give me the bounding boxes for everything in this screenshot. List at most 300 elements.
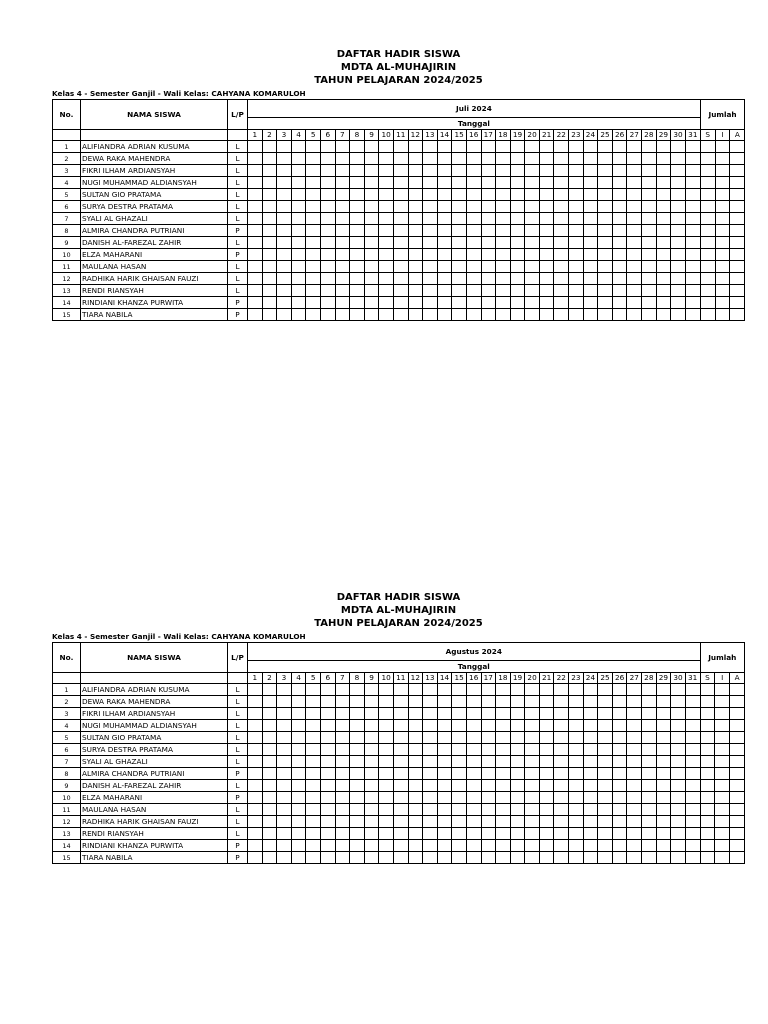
attendance-cell[interactable] — [437, 273, 452, 285]
attendance-cell[interactable] — [262, 309, 277, 321]
attendance-cell[interactable] — [437, 225, 452, 237]
attendance-cell[interactable] — [423, 297, 438, 309]
attendance-cell[interactable] — [466, 249, 481, 261]
attendance-cell[interactable] — [291, 732, 306, 744]
attendance-cell[interactable] — [656, 273, 671, 285]
attendance-cell[interactable] — [452, 768, 467, 780]
attendance-cell[interactable] — [320, 780, 335, 792]
attendance-cell[interactable] — [627, 804, 642, 816]
attendance-cell[interactable] — [379, 804, 394, 816]
attendance-cell[interactable] — [350, 732, 365, 744]
attendance-cell[interactable] — [642, 840, 657, 852]
attendance-cell[interactable] — [525, 297, 540, 309]
attendance-cell[interactable] — [627, 309, 642, 321]
attendance-cell[interactable] — [656, 237, 671, 249]
attendance-cell[interactable] — [598, 285, 613, 297]
attendance-cell[interactable] — [379, 720, 394, 732]
attendance-cell[interactable] — [277, 189, 292, 201]
attendance-cell[interactable] — [320, 804, 335, 816]
attendance-cell[interactable] — [350, 177, 365, 189]
attendance-cell[interactable] — [393, 852, 408, 864]
attendance-cell[interactable] — [262, 177, 277, 189]
attendance-cell[interactable] — [408, 744, 423, 756]
attendance-cell[interactable] — [277, 852, 292, 864]
attendance-cell[interactable] — [554, 273, 569, 285]
attendance-cell[interactable] — [379, 732, 394, 744]
attendance-cell[interactable] — [525, 684, 540, 696]
attendance-cell[interactable] — [685, 744, 700, 756]
attendance-cell[interactable] — [525, 273, 540, 285]
attendance-cell[interactable] — [656, 141, 671, 153]
attendance-cell[interactable] — [612, 273, 627, 285]
attendance-cell[interactable] — [437, 309, 452, 321]
attendance-cell[interactable] — [364, 744, 379, 756]
attendance-cell[interactable] — [291, 249, 306, 261]
attendance-cell[interactable] — [393, 177, 408, 189]
attendance-cell[interactable] — [525, 768, 540, 780]
attendance-cell[interactable] — [379, 189, 394, 201]
attendance-cell[interactable] — [335, 804, 350, 816]
attendance-cell[interactable] — [306, 828, 321, 840]
attendance-cell[interactable] — [612, 225, 627, 237]
attendance-cell[interactable] — [291, 756, 306, 768]
attendance-cell[interactable] — [437, 285, 452, 297]
attendance-cell[interactable] — [277, 756, 292, 768]
attendance-cell[interactable] — [248, 273, 263, 285]
attendance-cell[interactable] — [554, 804, 569, 816]
attendance-cell[interactable] — [379, 828, 394, 840]
attendance-cell[interactable] — [525, 792, 540, 804]
attendance-cell[interactable] — [408, 189, 423, 201]
attendance-cell[interactable] — [306, 237, 321, 249]
attendance-cell[interactable] — [671, 828, 686, 840]
attendance-cell[interactable] — [423, 213, 438, 225]
attendance-cell[interactable] — [393, 696, 408, 708]
attendance-cell[interactable] — [496, 261, 511, 273]
attendance-cell[interactable] — [291, 684, 306, 696]
attendance-cell[interactable] — [539, 213, 554, 225]
attendance-cell[interactable] — [612, 768, 627, 780]
attendance-cell[interactable] — [685, 273, 700, 285]
attendance-cell[interactable] — [642, 189, 657, 201]
attendance-cell[interactable] — [685, 828, 700, 840]
attendance-cell[interactable] — [481, 297, 496, 309]
attendance-cell[interactable] — [452, 297, 467, 309]
attendance-cell[interactable] — [656, 201, 671, 213]
attendance-cell[interactable] — [452, 792, 467, 804]
attendance-cell[interactable] — [642, 213, 657, 225]
attendance-cell[interactable] — [350, 165, 365, 177]
attendance-cell[interactable] — [248, 756, 263, 768]
attendance-cell[interactable] — [408, 225, 423, 237]
attendance-cell[interactable] — [350, 720, 365, 732]
attendance-cell[interactable] — [656, 261, 671, 273]
attendance-cell[interactable] — [364, 684, 379, 696]
attendance-cell[interactable] — [612, 828, 627, 840]
attendance-cell[interactable] — [379, 708, 394, 720]
attendance-cell[interactable] — [408, 249, 423, 261]
attendance-cell[interactable] — [320, 297, 335, 309]
attendance-cell[interactable] — [262, 213, 277, 225]
attendance-cell[interactable] — [437, 249, 452, 261]
attendance-cell[interactable] — [277, 177, 292, 189]
attendance-cell[interactable] — [320, 153, 335, 165]
attendance-cell[interactable] — [583, 165, 598, 177]
attendance-cell[interactable] — [539, 273, 554, 285]
attendance-cell[interactable] — [248, 309, 263, 321]
attendance-cell[interactable] — [671, 177, 686, 189]
attendance-cell[interactable] — [539, 720, 554, 732]
attendance-cell[interactable] — [583, 261, 598, 273]
attendance-cell[interactable] — [569, 309, 584, 321]
attendance-cell[interactable] — [306, 309, 321, 321]
attendance-cell[interactable] — [554, 261, 569, 273]
attendance-cell[interactable] — [510, 177, 525, 189]
attendance-cell[interactable] — [335, 273, 350, 285]
attendance-cell[interactable] — [510, 153, 525, 165]
attendance-cell[interactable] — [481, 744, 496, 756]
attendance-cell[interactable] — [277, 684, 292, 696]
attendance-cell[interactable] — [437, 792, 452, 804]
attendance-cell[interactable] — [583, 177, 598, 189]
attendance-cell[interactable] — [350, 273, 365, 285]
attendance-cell[interactable] — [437, 261, 452, 273]
attendance-cell[interactable] — [291, 780, 306, 792]
attendance-cell[interactable] — [583, 237, 598, 249]
attendance-cell[interactable] — [496, 780, 511, 792]
attendance-cell[interactable] — [583, 804, 598, 816]
attendance-cell[interactable] — [291, 792, 306, 804]
attendance-cell[interactable] — [583, 273, 598, 285]
attendance-cell[interactable] — [642, 201, 657, 213]
attendance-cell[interactable] — [685, 285, 700, 297]
attendance-cell[interactable] — [554, 684, 569, 696]
attendance-cell[interactable] — [598, 816, 613, 828]
attendance-cell[interactable] — [291, 804, 306, 816]
attendance-cell[interactable] — [496, 684, 511, 696]
attendance-cell[interactable] — [262, 201, 277, 213]
attendance-cell[interactable] — [496, 840, 511, 852]
attendance-cell[interactable] — [335, 177, 350, 189]
attendance-cell[interactable] — [291, 708, 306, 720]
attendance-cell[interactable] — [335, 684, 350, 696]
attendance-cell[interactable] — [481, 732, 496, 744]
attendance-cell[interactable] — [291, 720, 306, 732]
attendance-cell[interactable] — [350, 249, 365, 261]
attendance-cell[interactable] — [685, 768, 700, 780]
attendance-cell[interactable] — [306, 756, 321, 768]
attendance-cell[interactable] — [437, 213, 452, 225]
attendance-cell[interactable] — [306, 768, 321, 780]
attendance-cell[interactable] — [466, 189, 481, 201]
attendance-cell[interactable] — [291, 840, 306, 852]
attendance-cell[interactable] — [248, 768, 263, 780]
attendance-cell[interactable] — [525, 285, 540, 297]
attendance-cell[interactable] — [379, 309, 394, 321]
attendance-cell[interactable] — [437, 177, 452, 189]
attendance-cell[interactable] — [656, 684, 671, 696]
attendance-cell[interactable] — [510, 141, 525, 153]
attendance-cell[interactable] — [452, 720, 467, 732]
attendance-cell[interactable] — [277, 273, 292, 285]
attendance-cell[interactable] — [612, 756, 627, 768]
attendance-cell[interactable] — [539, 225, 554, 237]
attendance-cell[interactable] — [262, 780, 277, 792]
attendance-cell[interactable] — [525, 744, 540, 756]
attendance-cell[interactable] — [598, 804, 613, 816]
attendance-cell[interactable] — [452, 177, 467, 189]
attendance-cell[interactable] — [656, 249, 671, 261]
attendance-cell[interactable] — [569, 225, 584, 237]
attendance-cell[interactable] — [320, 165, 335, 177]
attendance-cell[interactable] — [466, 201, 481, 213]
attendance-cell[interactable] — [466, 732, 481, 744]
attendance-cell[interactable] — [408, 141, 423, 153]
attendance-cell[interactable] — [496, 153, 511, 165]
attendance-cell[interactable] — [262, 792, 277, 804]
attendance-cell[interactable] — [481, 840, 496, 852]
attendance-cell[interactable] — [379, 684, 394, 696]
attendance-cell[interactable] — [423, 732, 438, 744]
attendance-cell[interactable] — [481, 189, 496, 201]
attendance-cell[interactable] — [598, 828, 613, 840]
attendance-cell[interactable] — [393, 684, 408, 696]
attendance-cell[interactable] — [437, 840, 452, 852]
attendance-cell[interactable] — [291, 261, 306, 273]
attendance-cell[interactable] — [408, 768, 423, 780]
attendance-cell[interactable] — [496, 309, 511, 321]
attendance-cell[interactable] — [642, 720, 657, 732]
attendance-cell[interactable] — [627, 696, 642, 708]
attendance-cell[interactable] — [248, 792, 263, 804]
attendance-cell[interactable] — [364, 732, 379, 744]
attendance-cell[interactable] — [423, 684, 438, 696]
attendance-cell[interactable] — [408, 201, 423, 213]
attendance-cell[interactable] — [612, 309, 627, 321]
attendance-cell[interactable] — [598, 213, 613, 225]
attendance-cell[interactable] — [554, 201, 569, 213]
attendance-cell[interactable] — [277, 780, 292, 792]
attendance-cell[interactable] — [379, 792, 394, 804]
attendance-cell[interactable] — [525, 201, 540, 213]
attendance-cell[interactable] — [350, 768, 365, 780]
attendance-cell[interactable] — [379, 696, 394, 708]
attendance-cell[interactable] — [569, 816, 584, 828]
attendance-cell[interactable] — [481, 696, 496, 708]
attendance-cell[interactable] — [685, 153, 700, 165]
attendance-cell[interactable] — [262, 744, 277, 756]
attendance-cell[interactable] — [364, 153, 379, 165]
attendance-cell[interactable] — [510, 756, 525, 768]
attendance-cell[interactable] — [598, 249, 613, 261]
attendance-cell[interactable] — [393, 792, 408, 804]
attendance-cell[interactable] — [291, 285, 306, 297]
attendance-cell[interactable] — [364, 189, 379, 201]
attendance-cell[interactable] — [656, 213, 671, 225]
attendance-cell[interactable] — [364, 852, 379, 864]
attendance-cell[interactable] — [539, 684, 554, 696]
attendance-cell[interactable] — [320, 732, 335, 744]
attendance-cell[interactable] — [364, 780, 379, 792]
attendance-cell[interactable] — [539, 828, 554, 840]
attendance-cell[interactable] — [335, 189, 350, 201]
attendance-cell[interactable] — [306, 720, 321, 732]
attendance-cell[interactable] — [656, 756, 671, 768]
attendance-cell[interactable] — [525, 309, 540, 321]
attendance-cell[interactable] — [423, 237, 438, 249]
attendance-cell[interactable] — [598, 780, 613, 792]
attendance-cell[interactable] — [569, 249, 584, 261]
attendance-cell[interactable] — [598, 840, 613, 852]
attendance-cell[interactable] — [583, 189, 598, 201]
attendance-cell[interactable] — [685, 177, 700, 189]
attendance-cell[interactable] — [248, 225, 263, 237]
attendance-cell[interactable] — [554, 153, 569, 165]
attendance-cell[interactable] — [583, 840, 598, 852]
attendance-cell[interactable] — [248, 261, 263, 273]
attendance-cell[interactable] — [569, 213, 584, 225]
attendance-cell[interactable] — [408, 804, 423, 816]
attendance-cell[interactable] — [496, 201, 511, 213]
attendance-cell[interactable] — [423, 816, 438, 828]
attendance-cell[interactable] — [437, 768, 452, 780]
attendance-cell[interactable] — [510, 273, 525, 285]
attendance-cell[interactable] — [291, 768, 306, 780]
attendance-cell[interactable] — [539, 708, 554, 720]
attendance-cell[interactable] — [291, 237, 306, 249]
attendance-cell[interactable] — [510, 768, 525, 780]
attendance-cell[interactable] — [452, 684, 467, 696]
attendance-cell[interactable] — [379, 744, 394, 756]
attendance-cell[interactable] — [525, 261, 540, 273]
attendance-cell[interactable] — [496, 213, 511, 225]
attendance-cell[interactable] — [423, 852, 438, 864]
attendance-cell[interactable] — [277, 792, 292, 804]
attendance-cell[interactable] — [306, 249, 321, 261]
attendance-cell[interactable] — [627, 201, 642, 213]
attendance-cell[interactable] — [671, 732, 686, 744]
attendance-cell[interactable] — [554, 141, 569, 153]
attendance-cell[interactable] — [335, 732, 350, 744]
attendance-cell[interactable] — [569, 780, 584, 792]
attendance-cell[interactable] — [408, 840, 423, 852]
attendance-cell[interactable] — [437, 744, 452, 756]
attendance-cell[interactable] — [569, 720, 584, 732]
attendance-cell[interactable] — [335, 249, 350, 261]
attendance-cell[interactable] — [583, 816, 598, 828]
attendance-cell[interactable] — [685, 732, 700, 744]
attendance-cell[interactable] — [291, 225, 306, 237]
attendance-cell[interactable] — [248, 189, 263, 201]
attendance-cell[interactable] — [627, 189, 642, 201]
attendance-cell[interactable] — [320, 828, 335, 840]
attendance-cell[interactable] — [335, 153, 350, 165]
attendance-cell[interactable] — [539, 201, 554, 213]
attendance-cell[interactable] — [437, 828, 452, 840]
attendance-cell[interactable] — [262, 273, 277, 285]
attendance-cell[interactable] — [627, 684, 642, 696]
attendance-cell[interactable] — [335, 141, 350, 153]
attendance-cell[interactable] — [481, 249, 496, 261]
attendance-cell[interactable] — [671, 213, 686, 225]
attendance-cell[interactable] — [452, 852, 467, 864]
attendance-cell[interactable] — [583, 792, 598, 804]
attendance-cell[interactable] — [335, 237, 350, 249]
attendance-cell[interactable] — [306, 213, 321, 225]
attendance-cell[interactable] — [598, 684, 613, 696]
attendance-cell[interactable] — [510, 792, 525, 804]
attendance-cell[interactable] — [437, 720, 452, 732]
attendance-cell[interactable] — [656, 744, 671, 756]
attendance-cell[interactable] — [248, 780, 263, 792]
attendance-cell[interactable] — [262, 768, 277, 780]
attendance-cell[interactable] — [452, 828, 467, 840]
attendance-cell[interactable] — [277, 285, 292, 297]
attendance-cell[interactable] — [525, 816, 540, 828]
attendance-cell[interactable] — [685, 297, 700, 309]
attendance-cell[interactable] — [642, 237, 657, 249]
attendance-cell[interactable] — [350, 309, 365, 321]
attendance-cell[interactable] — [350, 261, 365, 273]
attendance-cell[interactable] — [671, 840, 686, 852]
attendance-cell[interactable] — [671, 237, 686, 249]
attendance-cell[interactable] — [423, 249, 438, 261]
attendance-cell[interactable] — [525, 840, 540, 852]
attendance-cell[interactable] — [627, 828, 642, 840]
attendance-cell[interactable] — [627, 225, 642, 237]
attendance-cell[interactable] — [437, 780, 452, 792]
attendance-cell[interactable] — [291, 189, 306, 201]
attendance-cell[interactable] — [496, 141, 511, 153]
attendance-cell[interactable] — [496, 177, 511, 189]
attendance-cell[interactable] — [466, 768, 481, 780]
attendance-cell[interactable] — [335, 708, 350, 720]
attendance-cell[interactable] — [481, 852, 496, 864]
attendance-cell[interactable] — [393, 297, 408, 309]
attendance-cell[interactable] — [423, 804, 438, 816]
attendance-cell[interactable] — [569, 684, 584, 696]
attendance-cell[interactable] — [496, 189, 511, 201]
attendance-cell[interactable] — [642, 708, 657, 720]
attendance-cell[interactable] — [612, 141, 627, 153]
attendance-cell[interactable] — [291, 816, 306, 828]
attendance-cell[interactable] — [364, 792, 379, 804]
attendance-cell[interactable] — [277, 225, 292, 237]
attendance-cell[interactable] — [466, 804, 481, 816]
attendance-cell[interactable] — [248, 153, 263, 165]
attendance-cell[interactable] — [612, 237, 627, 249]
attendance-cell[interactable] — [598, 852, 613, 864]
attendance-cell[interactable] — [554, 249, 569, 261]
attendance-cell[interactable] — [408, 792, 423, 804]
attendance-cell[interactable] — [671, 153, 686, 165]
attendance-cell[interactable] — [481, 273, 496, 285]
attendance-cell[interactable] — [525, 189, 540, 201]
attendance-cell[interactable] — [320, 852, 335, 864]
attendance-cell[interactable] — [627, 153, 642, 165]
attendance-cell[interactable] — [481, 768, 496, 780]
attendance-cell[interactable] — [583, 828, 598, 840]
attendance-cell[interactable] — [612, 816, 627, 828]
attendance-cell[interactable] — [569, 744, 584, 756]
attendance-cell[interactable] — [277, 201, 292, 213]
attendance-cell[interactable] — [408, 177, 423, 189]
attendance-cell[interactable] — [569, 792, 584, 804]
attendance-cell[interactable] — [423, 309, 438, 321]
attendance-cell[interactable] — [671, 852, 686, 864]
attendance-cell[interactable] — [248, 744, 263, 756]
attendance-cell[interactable] — [510, 201, 525, 213]
